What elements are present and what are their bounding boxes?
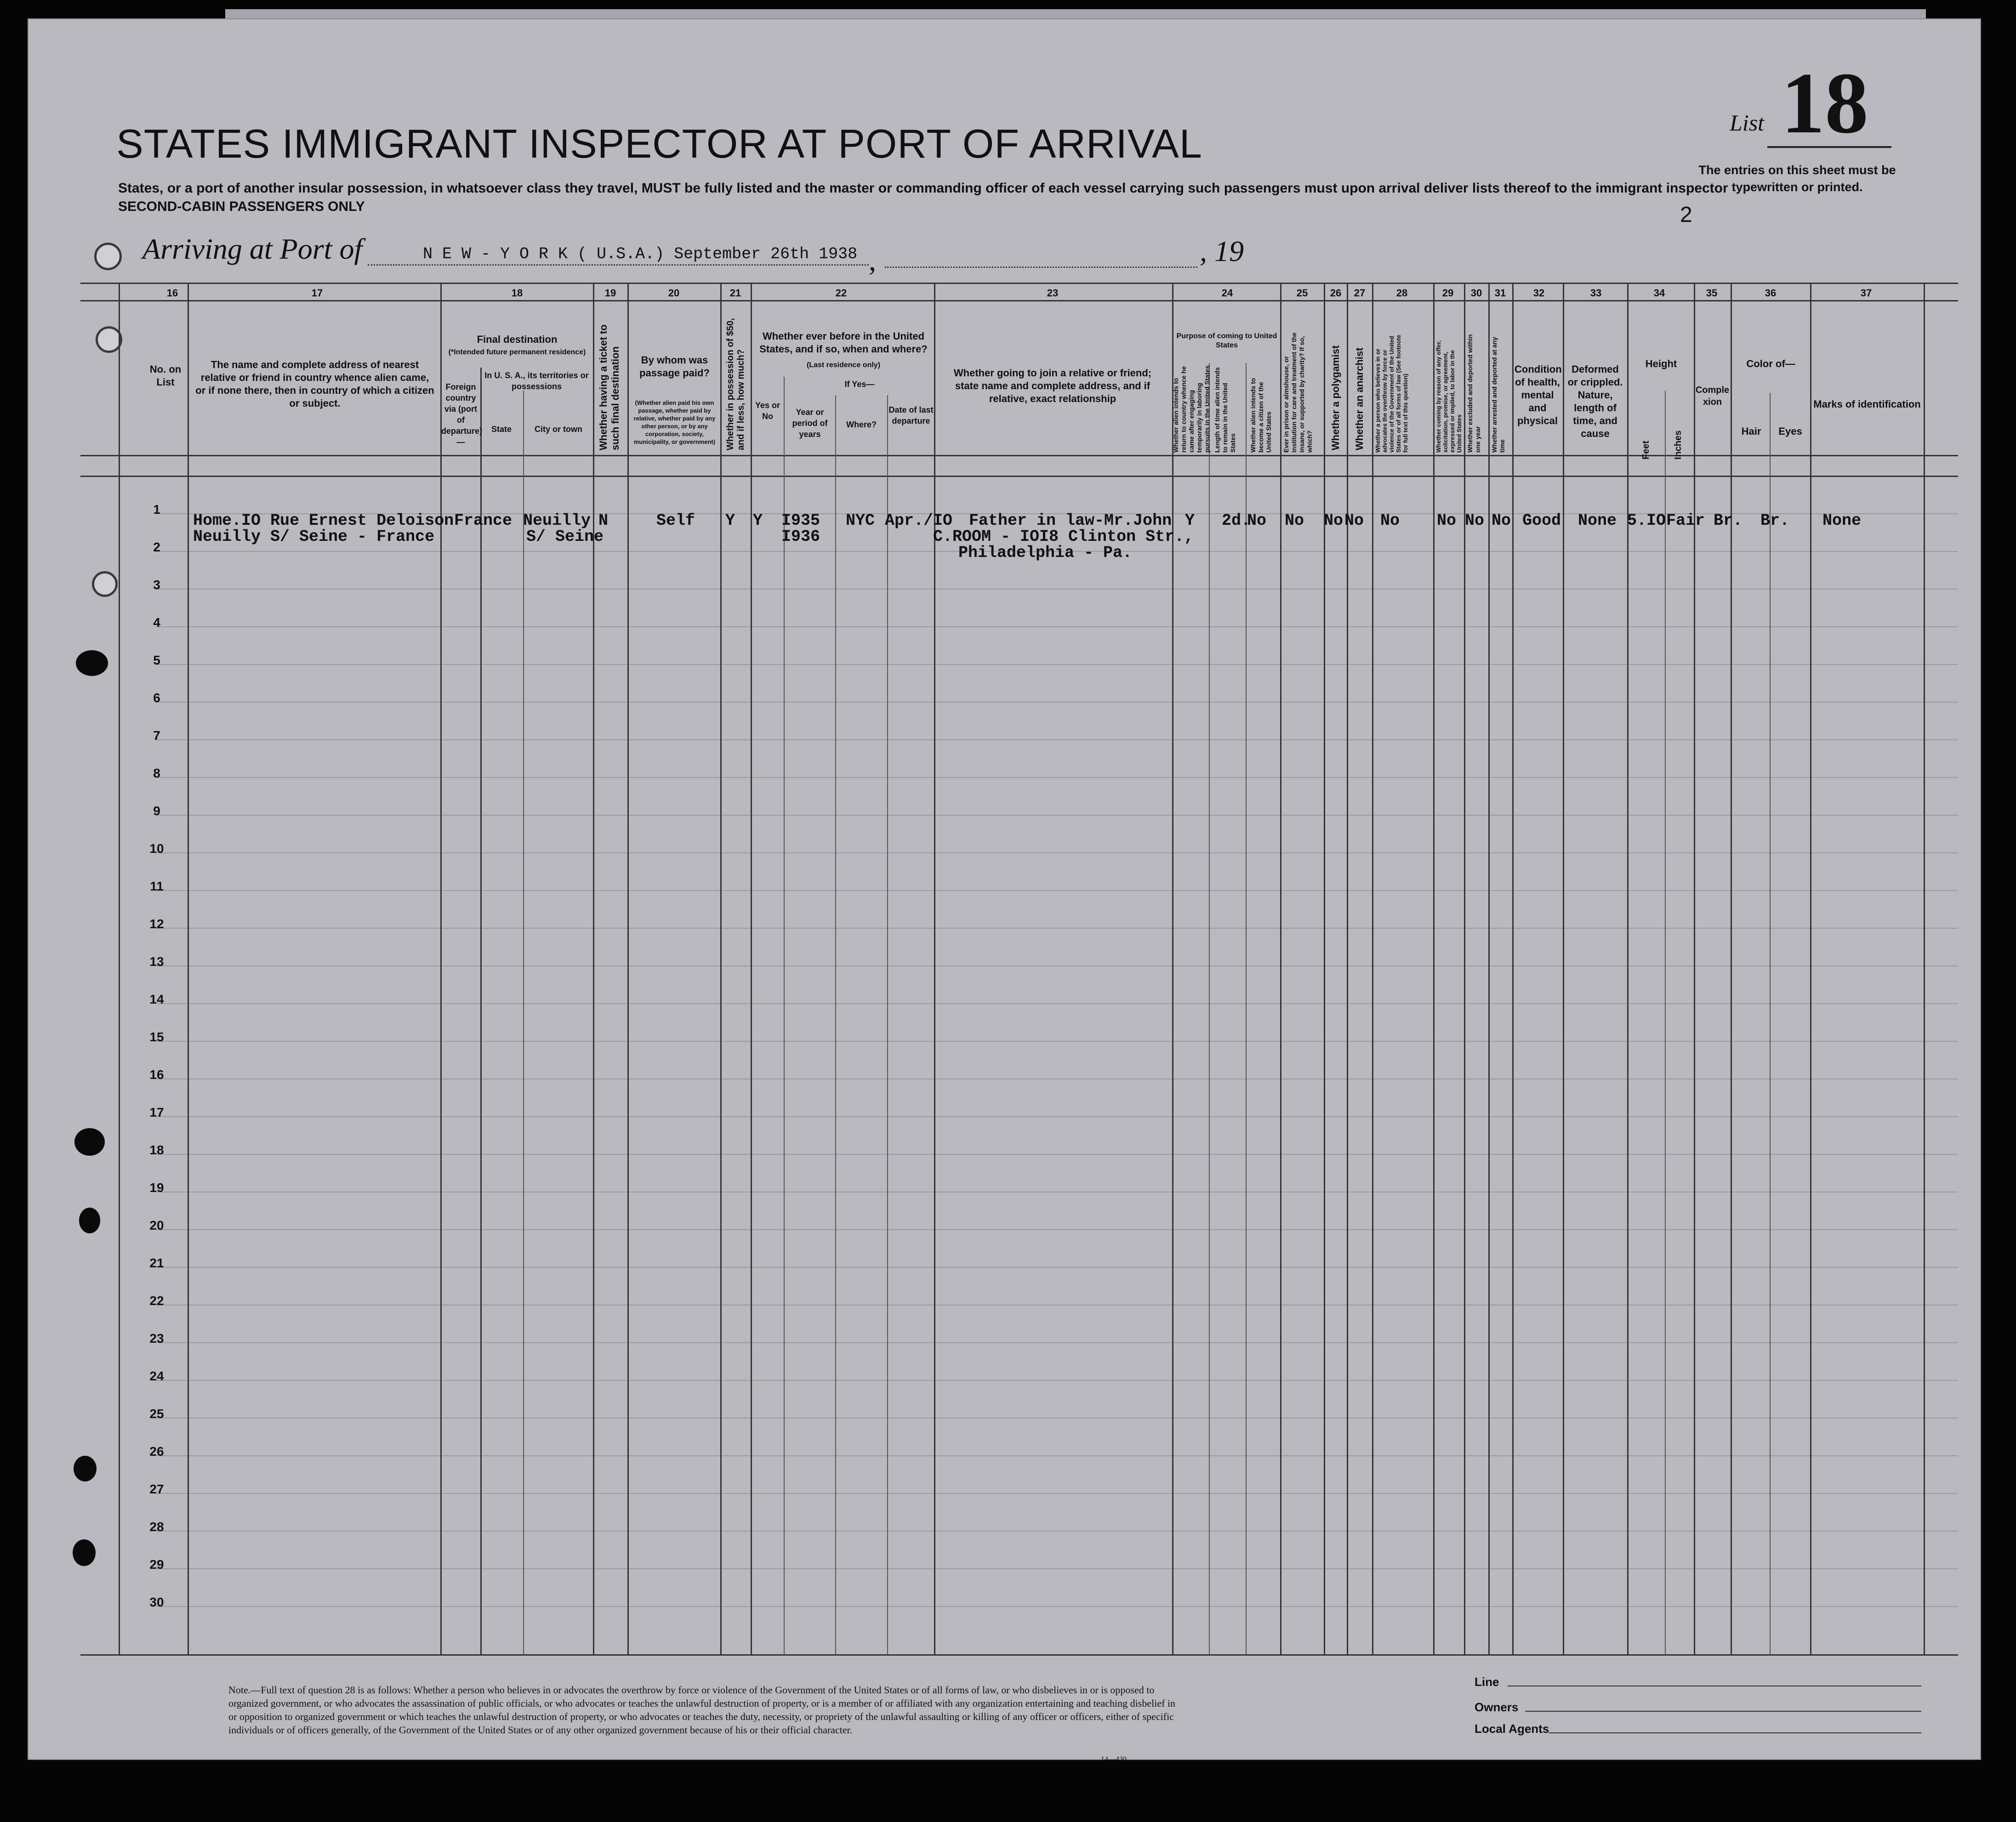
row-number: 5	[153, 653, 160, 667]
row-number: 17	[149, 1105, 164, 1119]
punch-hole-2	[74, 1128, 105, 1156]
eyes-value: Br.	[1760, 511, 1790, 530]
header-excluded: Whether excluded and deported within one year	[1466, 334, 1481, 453]
row-line	[156, 739, 1958, 740]
row-line	[156, 626, 1958, 627]
height-value: 5.IO	[1627, 511, 1666, 530]
header-in-usa: In U. S. A., its territories or possessions	[484, 371, 589, 391]
passage-paid-value: Self	[656, 511, 695, 530]
header-feet: Feet	[1641, 440, 1651, 460]
header-final-destination-note: (*Intended future permanent residence)	[448, 348, 586, 356]
row-number: 26	[149, 1444, 164, 1459]
marks-value: None	[1822, 511, 1862, 530]
header-nearest-relative: The name and complete address of nearest relative or friend in country whence alien came, or if none there, then in country of which a citizen or subject.	[195, 359, 434, 409]
fifty-dollars-value: Y	[725, 511, 735, 530]
col-rule	[1563, 283, 1564, 1654]
row-line	[156, 815, 1958, 816]
header-eyes: Eyes	[1778, 426, 1802, 437]
col-rule	[1810, 283, 1811, 1654]
col-number: 24	[1221, 287, 1233, 299]
row-line	[156, 1531, 1958, 1532]
col-rule	[627, 283, 629, 1654]
col-number: 20	[668, 287, 680, 299]
header-health: Condition of health, mental and physical	[1515, 363, 1562, 426]
punch-hole-5	[73, 1539, 96, 1566]
header-deformed: Deformed or crippled. Nature, length of time, and cause	[1567, 363, 1623, 439]
row-line	[156, 1380, 1958, 1381]
col-number: 18	[511, 287, 523, 299]
header-complexion: Complexion	[1695, 385, 1730, 407]
col-number: 28	[1396, 287, 1408, 299]
form-code: 14—430	[1101, 1755, 1127, 1763]
col-rule	[751, 283, 752, 1654]
row-line	[156, 965, 1958, 966]
row-number: 11	[150, 879, 164, 893]
excluded-value: No	[1465, 511, 1485, 530]
owners-underline	[1525, 1711, 1921, 1712]
row-number: 28	[149, 1520, 164, 1534]
row-number: 23	[149, 1331, 164, 1345]
row-line	[156, 1568, 1958, 1569]
header-length-of-time: Length of time alien intends to remain in the United States	[1213, 367, 1236, 453]
header-height: Height	[1645, 358, 1677, 369]
class-line: SECOND-CABIN PASSENGERS ONLY	[118, 199, 365, 214]
row-number: 6	[153, 691, 160, 705]
col-rule	[1464, 283, 1465, 1654]
col-number: 22	[835, 287, 847, 299]
header-inches: Inches	[1673, 430, 1683, 460]
punch-hole-3	[79, 1208, 100, 1233]
row-line	[156, 1154, 1958, 1155]
entries-note: The entries on this sheet must be typewritten or printed.	[1698, 163, 1896, 194]
row-line	[156, 664, 1958, 665]
city-line1: Neuilly	[523, 511, 591, 530]
row-number: 10	[149, 841, 164, 856]
row-line	[156, 1041, 1958, 1042]
list-number: 18	[1781, 55, 1868, 152]
row-number: 19	[149, 1181, 164, 1195]
header-arrested: Whether arrested and deported at any time	[1491, 336, 1506, 453]
col-rule	[1433, 283, 1435, 1654]
col-rule	[1209, 363, 1210, 1654]
length-of-stay-value: 2d.	[1222, 511, 1251, 530]
col-rule	[1512, 283, 1514, 1654]
row-number: 24	[149, 1369, 164, 1383]
port-comma: ,	[869, 244, 876, 277]
relative-address-line1: Home.IO Rue Ernest Deloison	[193, 511, 454, 530]
foreign-country: France	[454, 511, 513, 530]
row-number: 12	[149, 917, 164, 931]
header-last-departure: Date of last departure	[888, 405, 934, 426]
row-number: 1	[153, 502, 160, 517]
col-number: 37	[1860, 287, 1872, 299]
row-number: 4	[153, 615, 160, 630]
local-agents-label: Local Agents	[1475, 1722, 1549, 1736]
col-rule	[1488, 283, 1490, 1654]
col-rule	[523, 391, 524, 1654]
header-color-of: Color of—	[1746, 358, 1795, 369]
header-foreign-country: Foreign country via (port of departure)—	[441, 382, 483, 447]
punch-hole-4	[74, 1456, 97, 1481]
years-line2: I936	[781, 528, 820, 546]
col-rule	[119, 283, 120, 1654]
col-rule	[188, 283, 189, 1654]
col-number: 30	[1470, 287, 1482, 299]
list-label: List	[1730, 110, 1765, 136]
col-number: 23	[1047, 287, 1059, 299]
row-number: 9	[153, 804, 160, 818]
row-line	[156, 1493, 1958, 1494]
col-rule	[784, 377, 785, 1654]
header-yes-no: Yes or No	[755, 401, 780, 421]
col-rule	[440, 283, 442, 1654]
col-number-rule	[80, 300, 1958, 301]
col-number: 16	[166, 287, 178, 299]
col-rule	[835, 395, 836, 1654]
col-rule	[1694, 283, 1695, 1654]
row-line	[156, 1078, 1958, 1079]
list-underline	[1767, 146, 1891, 148]
table-top-rule	[80, 283, 1958, 284]
col-rule	[480, 368, 482, 1654]
header-if-yes: If Yes—	[844, 380, 875, 389]
col-rule	[934, 283, 935, 1654]
row-line	[156, 1116, 1958, 1117]
line-label: Line	[1475, 1675, 1499, 1689]
offer-labor-value: No	[1437, 511, 1457, 530]
row-number: 29	[149, 1557, 164, 1572]
col-rule	[720, 283, 722, 1654]
col-rule	[887, 395, 888, 1654]
health-value: Good	[1522, 511, 1561, 530]
arriving-label: Arriving at Port of	[142, 233, 363, 265]
col-number: 27	[1354, 287, 1366, 299]
header-year-period: Year or period of years	[792, 408, 828, 439]
col-number: 33	[1590, 287, 1602, 299]
row-number: 7	[153, 728, 160, 743]
header-become-citizen: Whether alien intends to become a citizen of the United States	[1249, 378, 1272, 453]
overthrow-value: No	[1380, 511, 1400, 530]
col-number: 21	[729, 287, 741, 299]
row-line	[156, 1342, 1958, 1343]
join-line2: C.ROOM - IOI8 Clinton Str.,	[933, 528, 1194, 546]
port-value: N E W - Y O R K ( U.S.A.) September 26th 1938	[423, 245, 858, 263]
header-passage-paid: By whom was passage paid?	[639, 354, 710, 379]
col-rule	[1665, 391, 1666, 1654]
port-underline	[368, 264, 869, 266]
col-number: 32	[1533, 287, 1545, 299]
polygamist-value: No	[1324, 511, 1344, 530]
col-number: 31	[1494, 287, 1506, 299]
col-rule	[1731, 283, 1732, 1654]
row-number: 20	[149, 1218, 164, 1232]
row-number: 3	[153, 578, 160, 592]
row-line	[156, 702, 1958, 703]
owners-label: Owners	[1475, 1700, 1519, 1714]
header-polygamist: Whether a polygamist	[1330, 345, 1341, 450]
where-value: NYC	[846, 511, 875, 530]
row-number: 27	[149, 1482, 164, 1496]
row-line	[156, 852, 1958, 853]
col-rule	[1627, 283, 1629, 1654]
header-final-destination: Final destination	[477, 334, 558, 345]
header-prison: Ever in prison or almshouse, or institution for care and treatment of the insane, or supported by charity? If so, which?	[1282, 332, 1313, 453]
row-number: 8	[153, 766, 160, 780]
row-line	[156, 777, 1958, 778]
row-number: 15	[149, 1030, 164, 1044]
col-rule	[1372, 283, 1373, 1654]
row-number: 16	[149, 1067, 164, 1082]
city-line2: S/ Seine	[526, 528, 604, 546]
row-line	[156, 890, 1958, 891]
before-in-us-value: Y	[753, 511, 763, 530]
header-ticket: Whether having a ticket to such final destination	[598, 324, 621, 450]
col-rule	[1280, 283, 1281, 1654]
binder-ring-3	[92, 571, 118, 597]
page-title: STATES IMMIGRANT INSPECTOR AT PORT OF ARRIVAL	[116, 121, 1202, 166]
year-prefix: , 19	[1200, 235, 1244, 267]
header-anarchist: Whether an anarchist	[1354, 347, 1365, 450]
anarchist-value: No	[1344, 511, 1364, 530]
row-number: 21	[149, 1256, 164, 1270]
header-ever-before: Whether ever before in the United States, and if so, when and where?	[759, 330, 928, 355]
header-no-on-list: No. on List	[149, 363, 182, 388]
row-line	[156, 1229, 1958, 1230]
col-rule	[1246, 363, 1247, 1654]
arrested-value: No	[1492, 511, 1511, 530]
row-line	[156, 1606, 1958, 1607]
col-rule	[1324, 283, 1325, 1654]
col-rule	[1172, 283, 1173, 1654]
row-start-rule	[80, 476, 1958, 477]
header-where: Where?	[846, 420, 877, 429]
col-number: 35	[1706, 287, 1718, 299]
col-rule	[1770, 393, 1771, 1654]
row-line	[156, 928, 1958, 929]
row-line	[156, 1418, 1958, 1419]
header-last-residence: (Last residence only)	[806, 361, 881, 369]
header-offer-labor: Whether coming by reason of any offer, solicitation, promise, or agreement, expressed or implied, to labor in the United States	[1435, 340, 1463, 453]
row-number: 14	[149, 992, 164, 1006]
binder-ring-1	[94, 243, 122, 270]
col-number: 19	[604, 287, 616, 299]
row-number: 18	[149, 1143, 164, 1157]
row-line	[156, 1267, 1958, 1268]
join-line3: Philadelphia - Pa.	[958, 544, 1133, 562]
col-number: 36	[1765, 287, 1777, 299]
header-marks: Marks of identification	[1813, 398, 1921, 410]
year-prefix-value: 19	[1214, 235, 1244, 267]
header-passage-note: (Whether alien paid his own passage, whether paid by relative, whether paid by any other person, or by any corporation, society, municipality, or government)	[633, 399, 716, 445]
col-rule	[593, 283, 594, 1654]
become-citizen-value: No	[1247, 511, 1267, 530]
col-number: 34	[1653, 287, 1665, 299]
page-subtitle: States, or a port of another insular possession, in whatsoever class they travel, MUST be fully listed and the master or commanding officer of each vessel carrying such passengers must upon arrival deliver lists thereof to the immigrant inspector	[118, 181, 1728, 196]
col-rule	[1347, 283, 1348, 1654]
row-line	[156, 1455, 1958, 1456]
deformed-value: None	[1578, 511, 1617, 530]
date-underline	[885, 267, 1197, 268]
header-fifty-dollars: Whether in possession of $50, and if less, how much?	[725, 318, 746, 450]
footnote: Note.—Full text of question 28 is as follows: Whether a person who believes in or advocates the overthrow by force or violence of the Government of the United States or of all forms of law, or who disbelieves in or is opposed to organized government, or who advocates the assassination of public officials, or who advocates or teaches the unlawful destruction of property, or is a member of or affiliated with any organization entertaining and teaching disbelief in or opposition to organized government or which teaches the unlawful destruction of property, or who advocates or teaches the duty, necessity, or propriety of the unlawful assaulting or killing of any officer or officers, either of specific individuals or of officers generally, of the Government of the United States or of any other organized government because of his or their official character.	[228, 1684, 1176, 1736]
col-rule	[1924, 283, 1925, 1654]
years-line1: I935	[781, 511, 820, 530]
join-line1: Father in law-Mr.John	[969, 511, 1172, 530]
header-hair: Hair	[1741, 426, 1761, 437]
relative-address-line2: Neuilly S/ Seine - France	[193, 528, 435, 546]
prison-value: No	[1285, 511, 1304, 530]
row-line	[156, 589, 1958, 590]
col-number: 29	[1442, 287, 1454, 299]
row-line	[156, 1003, 1958, 1004]
row-number: 2	[153, 540, 160, 554]
row-number: 30	[149, 1595, 164, 1609]
col-number: 25	[1296, 287, 1308, 299]
sheet-number: 2	[1680, 203, 1692, 227]
punch-hole-1	[76, 650, 108, 676]
manifest-sheet	[28, 18, 1981, 1760]
header-state: State	[491, 425, 512, 434]
header-join-relative: Whether going to join a relative or friend; state name and complete address, and if relative, exact relationship	[953, 367, 1152, 404]
complexion-value: Fair	[1666, 511, 1705, 530]
header-purpose: Purpose of coming to United States	[1176, 332, 1277, 349]
header-overthrow: Whether a person who believes in or advocates the overthrow by force or violence of the Government of the United States or of all forms of law (See footnote for full text of this question)	[1374, 335, 1409, 453]
row-number: 22	[149, 1294, 164, 1308]
ticket-value: N	[598, 511, 609, 530]
col-number: 17	[311, 287, 323, 299]
header-city: City or town	[535, 425, 582, 434]
intends-return-value: Y	[1185, 511, 1195, 530]
header-intends-return: Whether alien intends to return to country whence he came after engaging temporarily in laboring pursuits in the United States	[1172, 365, 1211, 453]
last-departure-value: Apr./IO	[885, 511, 953, 530]
table-bottom-rule	[80, 1654, 1958, 1656]
col-number: 26	[1330, 287, 1342, 299]
agents-underline	[1549, 1732, 1921, 1733]
row-number: 25	[149, 1407, 164, 1421]
row-number: 13	[149, 954, 164, 969]
hair-value: Br.	[1714, 511, 1743, 530]
